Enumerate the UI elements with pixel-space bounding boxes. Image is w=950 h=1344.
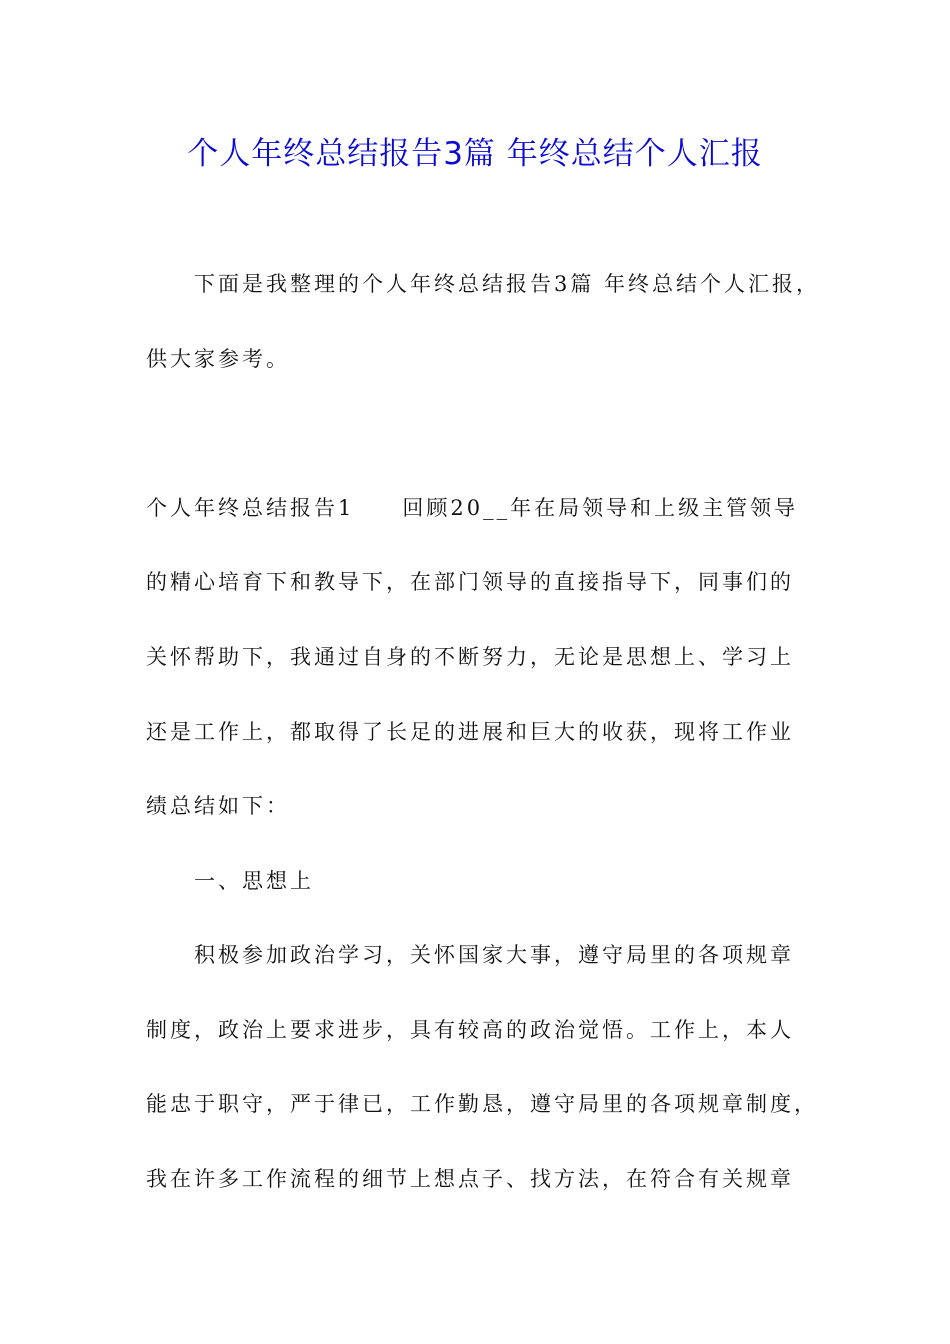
document-title: 个人年终总结报告3篇 年终总结个人汇报: [187, 136, 763, 172]
paragraph-line: 积极参加政治学习，关怀国家大事，遵守局里的各项规章: [194, 943, 794, 967]
paragraph-line: 制度，政治上要求进步，具有较高的政治觉悟。工作上，本人: [146, 1018, 794, 1042]
paragraph-line: 下面是我整理的个人年终总结报告3篇 年终总结个人汇报，: [194, 272, 821, 296]
paragraph-line: 还是工作上，都取得了长足的进展和巨大的收获，现将工作业: [146, 720, 794, 744]
paragraph-line: 能忠于职守，严于律已，工作勤恳，遵守局里的各项规章制度，: [146, 1092, 818, 1116]
paragraph-line: 关怀帮助下，我通过自身的不断努力，无论是思想上、学习上: [146, 645, 794, 669]
paragraph-line: 绩总结如下：: [146, 794, 290, 818]
paragraph-line: 个人年终总结报告1 回顾20__年在局领导和上级主管领导: [146, 496, 799, 520]
paragraph-line: 供大家参考。: [146, 347, 290, 371]
paragraph-line: 我在许多工作流程的细节上想点子、找方法，在符合有关规章: [146, 1167, 794, 1191]
section-heading: 一、思想上: [194, 869, 314, 893]
paragraph-line: 的精心培育下和教导下，在部门领导的直接指导下，同事们的: [146, 570, 794, 594]
